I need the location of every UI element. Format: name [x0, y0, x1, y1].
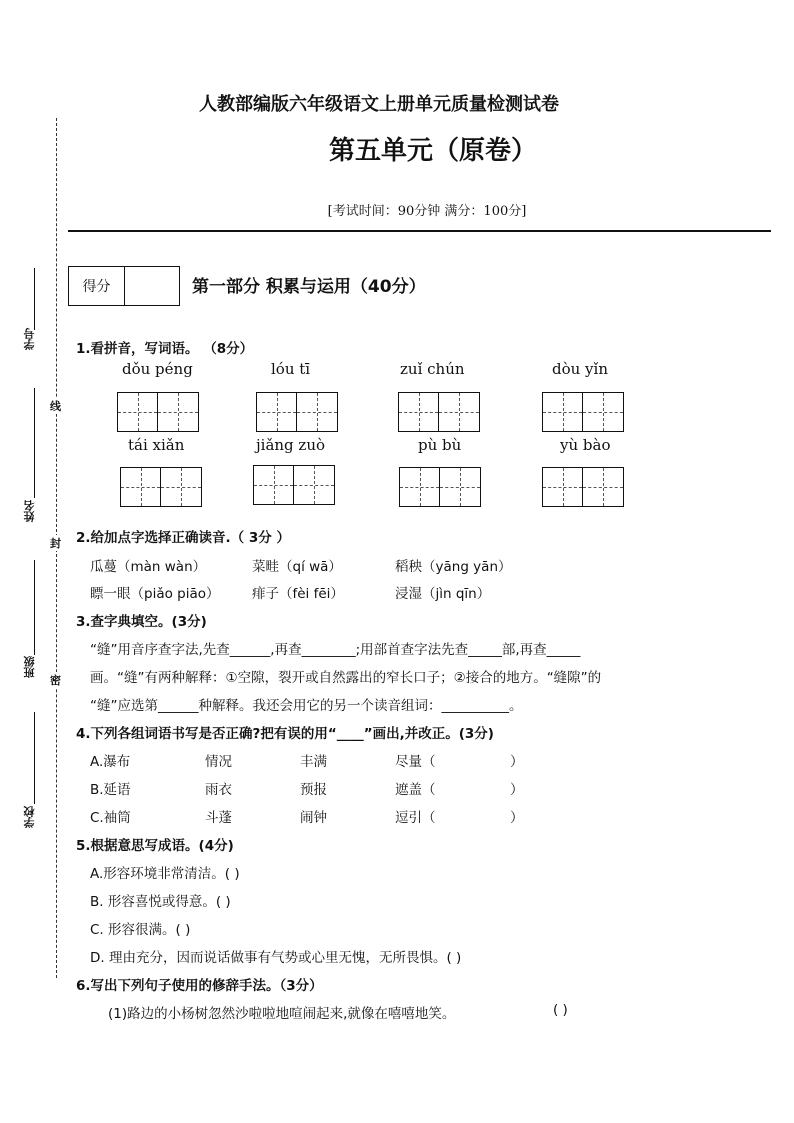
name-label: 姓名 [23, 500, 36, 522]
student-id-label: 学号 [23, 328, 36, 350]
q4-b-5: ） [510, 782, 524, 798]
binding-mark-feng: 封 [50, 537, 61, 550]
q1-pinyin-6: jiǎng zuò [256, 436, 326, 454]
class-line[interactable] [34, 560, 35, 655]
q4-c-3: 闹钟 [300, 810, 327, 826]
student-id-line[interactable] [34, 268, 35, 330]
q2-item-3: 稻秧（yāng yān） [395, 559, 512, 575]
q4-b-3: 预报 [300, 782, 327, 798]
q6-title: 6.写出下列句子使用的修辞手法。（3分） [76, 978, 323, 994]
q4-c-2: 斗蓬 [205, 810, 232, 826]
class-label: 班级 [23, 656, 36, 678]
q2-title: 2.给加点字选择正确读音.（ 3分 ） [76, 530, 290, 546]
unit-title: 第五单元（原卷） [328, 136, 537, 166]
q1-answer-grid-4[interactable] [542, 392, 624, 432]
score-box [68, 266, 180, 306]
q4-c-5: ） [510, 810, 524, 826]
q5-item-b: B. 形容喜悦或得意。( ) [90, 894, 231, 910]
q5-title: 5.根据意思写成语。(4分) [76, 838, 234, 854]
q4-c-1: C.袖筒 [90, 810, 131, 826]
q1-pinyin-1: dǒu péng [122, 360, 193, 378]
q1-answer-grid-6[interactable] [253, 465, 335, 505]
q1-answer-grid-2[interactable] [256, 392, 338, 432]
q5-item-a: A.形容环境非常清洁。( ) [90, 866, 240, 882]
score-field[interactable] [125, 267, 179, 305]
q4-a-3: 丰满 [300, 754, 327, 770]
q3-line-3: “缝”应选第______种解释。我还会用它的另一个读音组词：__________。 [90, 698, 523, 714]
q1-answer-grid-1[interactable] [117, 392, 199, 432]
header-rule [68, 230, 771, 232]
exam-info: [考试时间：90分钟 满分：100分] [327, 204, 527, 219]
q4-a-2: 情况 [205, 754, 232, 770]
q1-pinyin-8: yù bào [560, 436, 611, 454]
q1-pinyin-5: tái xiǎn [128, 436, 185, 454]
q2-item-6: 浸湿（jìn qīn） [395, 586, 491, 602]
q4-a-4: 尽量（ [395, 754, 436, 770]
q3-line-1: “缝”用音序查字法,先查______,再查________;用部首查字法先查_____部,再查_____ [90, 642, 581, 658]
q1-answer-grid-8[interactable] [542, 467, 624, 507]
q4-b-2: 雨衣 [205, 782, 232, 798]
q5-item-d: D. 理由充分，因而说话做事有气势或心里无愧，无所畏惧。( ) [90, 950, 462, 966]
q2-item-1: 瓜蔓（màn wàn） [90, 559, 207, 575]
q1-answer-grid-3[interactable] [398, 392, 480, 432]
school-line[interactable] [34, 712, 35, 804]
q4-title: 4.下列各组词语书写是否正确?把有误的用“____”画出,并改正。(3分) [76, 726, 494, 742]
q4-b-1: B.延语 [90, 782, 131, 798]
q1-pinyin-3: zuǐ chún [400, 360, 465, 378]
school-label: 学校 [23, 806, 36, 828]
q1-title: 1.看拼音，写词语。 （8分） [76, 341, 254, 357]
binding-mark-xian: 线 [50, 400, 61, 413]
q6-sentence-1: (1)路边的小杨树忽然沙啦啦地喧闹起来,就像在嘻嘻地笑。 [108, 1006, 456, 1022]
q6-answer-1[interactable]: ( ) [553, 1002, 568, 1018]
q3-title: 3.查字典填空。(3分) [76, 614, 207, 630]
binding-mark-mi: 密 [50, 674, 61, 687]
q4-a-5: ） [510, 754, 524, 770]
q1-answer-grid-5[interactable] [120, 467, 202, 507]
q1-pinyin-4: dòu yǐn [552, 360, 608, 378]
q4-c-4: 逗引（ [395, 810, 436, 826]
q3-line-2: 画。“缝”有两种解释：①空隙，裂开或自然露出的窄长口子；②接合的地方。“缝隙”的 [90, 670, 602, 686]
q2-item-2: 菜畦（qí wā） [252, 559, 342, 575]
exam-title: 人教部编版六年级语文上册单元质量检测试卷 [199, 94, 559, 115]
part-title: 第一部分 积累与运用（40分） [192, 277, 426, 297]
q5-item-c: C. 形容很满。( ) [90, 922, 191, 938]
q1-pinyin-7: pù bù [418, 436, 462, 454]
q1-pinyin-2: lóu tī [271, 360, 311, 378]
q2-item-5: 痱子（fèi fēi） [252, 586, 344, 602]
name-line[interactable] [34, 388, 35, 498]
q1-answer-grid-7[interactable] [399, 467, 481, 507]
score-label: 得分 [69, 267, 125, 305]
q2-item-4: 瞟一眼（piǎo piāo） [90, 586, 220, 602]
q4-a-1: A.瀑布 [90, 754, 131, 770]
q4-b-4: 遮盖（ [395, 782, 436, 798]
